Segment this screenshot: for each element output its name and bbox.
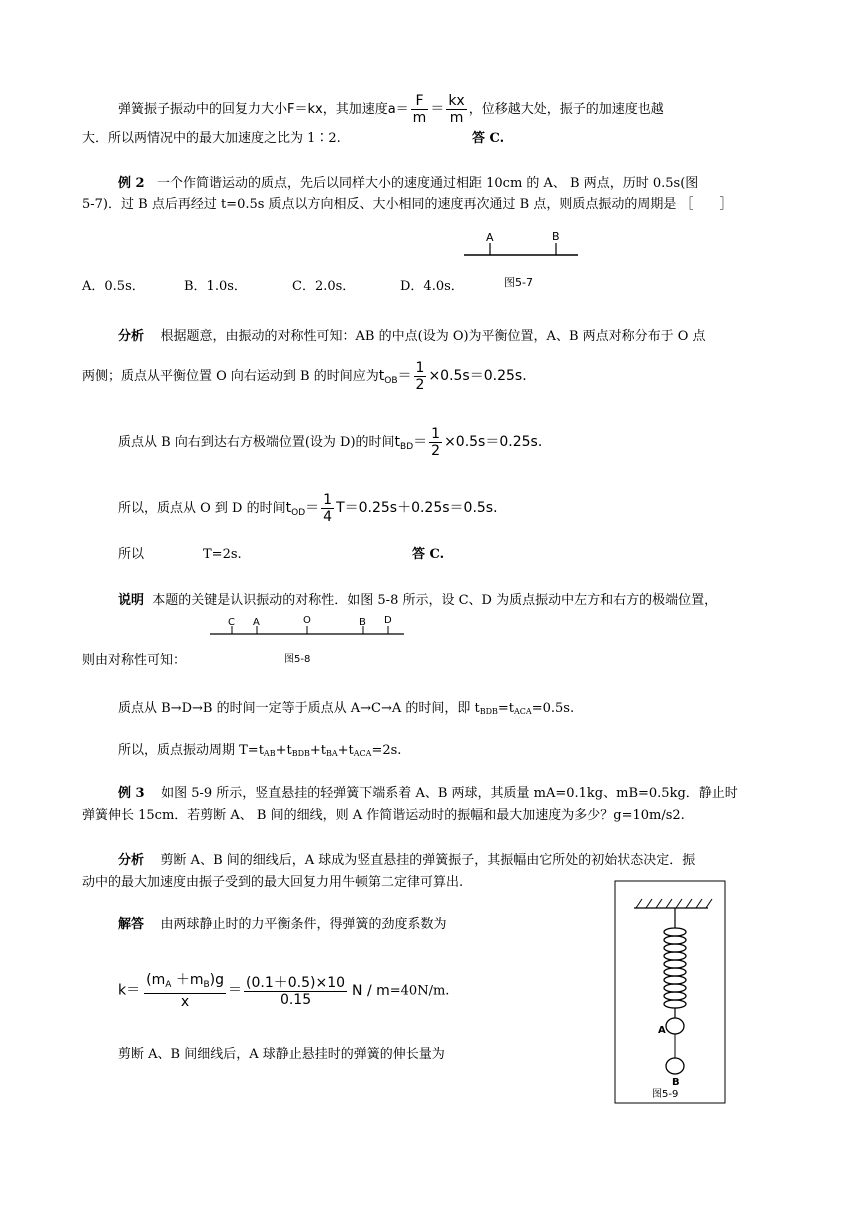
figure-5-7: [462, 228, 582, 292]
fig58-label-c: C: [228, 617, 235, 628]
note-line-3: 质点从 B→D→B 的时间一定等于质点从 A→C→A 的时间，即 tBDB=tACA=0.5s.: [118, 701, 575, 716]
figure-5-8: [208, 612, 408, 668]
example-3-line-2: 弹簧伸长 15cm．若剪断 A、 B 间的细线，则 A 作简谐运动时的振幅和最大加速度为多少？g=10m/s2.: [82, 808, 685, 823]
example-2-line-1: 例 2 一个作简谐运动的质点，先后以同样大小的速度通过相距 10cm 的 A、 B 两点，历时 0.5s(图: [118, 176, 699, 191]
fraction-numeric: $\frac{(0.1+0.5)\times 10}{0.15}$: [246, 974, 346, 1008]
fraction-mass-sum: $\frac{(m_A +m_B)g}{x}$: [146, 972, 225, 1010]
intro-line-2: 大．所以两情况中的最大加速度之比为 1∶2.: [82, 131, 341, 146]
fig58-label-a: A: [253, 617, 260, 628]
note-line-1: 说明 本题的关键是认识振动的对称性．如图 5-8 所示，设 C、D 为质点振动中左方和右方的极端位置，: [118, 593, 718, 608]
analysis-3-line-2: 动中的最大加速度由振子受到的最大回复力用牛顿第二定律可算出.: [82, 875, 464, 890]
option-c: C．2.0s．: [292, 279, 356, 294]
solution-line-2: 剪断 A、B 间细线后，A 球静止悬挂时的弹簧的伸长量为: [118, 1047, 445, 1062]
fig58-label-o: O: [303, 615, 311, 626]
fig57-label-b: B: [552, 230, 560, 243]
fig58-caption: 图5-8: [284, 654, 311, 665]
analysis-line-1: 分析 根据题意，由振动的对称性可知：AB 的中点(设为 O)为平衡位置，A、B 两点对称分布于 O 点: [118, 329, 706, 344]
example-2-line-2: 5-7)．过 B 点后再经过 t=0.5s 质点以方向相反、大小相同的速度再次通过 B 点，则质点振动的周期是 ［ ］: [82, 197, 733, 212]
answer-1: 答 C.: [472, 131, 505, 146]
fraction-kx-over-m: $\frac{kx}{m}$: [448, 93, 465, 126]
note-line-4: 所以，质点振动周期 T=tAB+tBDB+tBA+tACA=2s.: [118, 743, 402, 758]
figure-5-9: [614, 880, 726, 1104]
fig59-caption: 图5-9: [652, 1089, 679, 1100]
fraction-one-half-2: $\frac{1}{2}$: [431, 426, 441, 459]
fraction-one-half-1: $\frac{1}{2}$: [415, 360, 425, 393]
option-a: A．0.5s．: [82, 279, 145, 294]
example-3-line-1: 例 3 如图 5-9 所示，竖直悬挂的轻弹簧下端系着 A、B 两球，其质量 mA=0.1kg、mB=0.5kg．静止时: [118, 786, 738, 801]
spring-constant-formula: k＝ $\frac{(m_A +m_B)g}{x}$ ＝ $\frac{(0.1+0.5)\times 10}{0.15}$ N / m=40N/m.: [118, 972, 450, 1010]
analysis-line-5: 所以 T=2s.: [118, 547, 242, 562]
analysis-3-line-1: 分析 剪断 A、B 间的细线后，A 球成为竖直悬挂的弹簧振子，其振幅由它所处的初始状态决定．振: [118, 853, 696, 868]
fig59-label-b: B: [672, 1077, 680, 1088]
answer-2: 答 C.: [412, 547, 445, 562]
fig59-label-a: A: [658, 1025, 666, 1036]
analysis-line-3: 质点从 B 向右到达右方极端位置(设为 D)的时间$t_{BD}=$ $\frac{1}{2}$ ×0.5s＝0.25s.: [118, 426, 543, 459]
analysis-line-4: 所以，质点从 O 到 D 的时间$t_{OD}=$ $\frac{1}{4}$ T＝0.25s＋0.25s＝0.5s.: [118, 492, 498, 525]
intro-line-1: 弹簧振子振动中的回复力大小F＝kx，其加速度a＝ $\frac{F}{m}$ ＝ $\frac{kx}{m}$ ，位移越大处，振子的加速度也越: [118, 93, 664, 126]
note-line-2: 则由对称性可知：: [82, 653, 187, 668]
fig57-label-a: A: [486, 231, 494, 244]
fig58-label-b: B: [359, 617, 366, 628]
option-d: D．4.0s．: [400, 279, 464, 294]
options-row: [82, 278, 464, 296]
fraction-one-quarter: $\frac{1}{4}$: [323, 492, 333, 525]
fig57-caption: 图5-7: [504, 276, 533, 289]
analysis-line-2: 两侧；质点从平衡位置 O 向右运动到 B 的时间应为$t_{OB}=$ $\frac{1}{2}$ ×0.5s＝0.25s.: [82, 360, 527, 393]
fraction-f-over-m: $\frac{F}{m}$: [412, 93, 427, 126]
solution-line-1: 解答 由两球静止时的力平衡条件，得弹簧的劲度系数为: [118, 917, 447, 932]
fig58-label-d: D: [384, 615, 392, 626]
option-b: B．1.0s．: [184, 279, 247, 294]
